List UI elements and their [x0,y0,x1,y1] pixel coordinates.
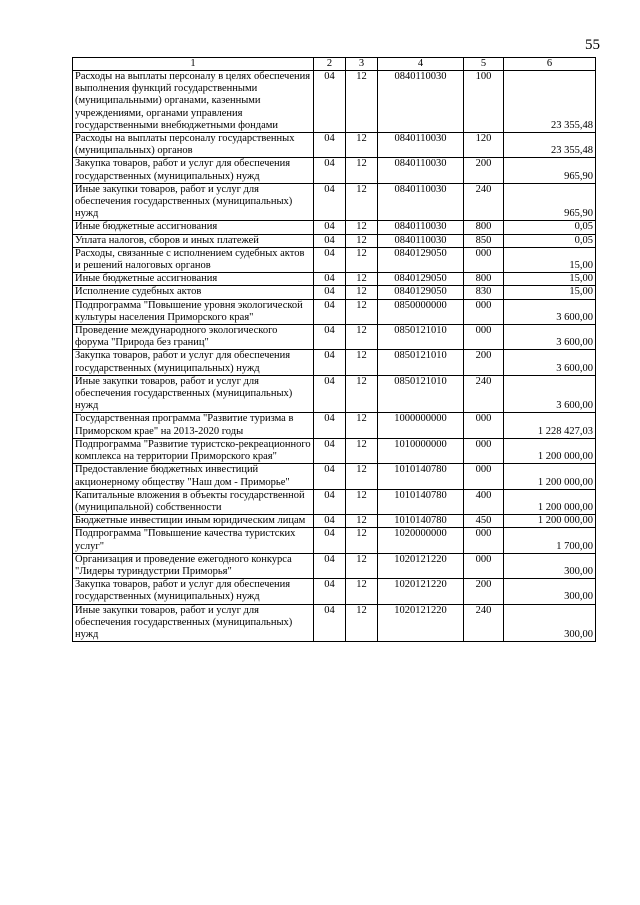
row-section: 04 [314,158,346,183]
row-name: Государственная программа "Развитие туризма в Приморском крае" на 2013-2020 годы [73,413,314,438]
row-expense-type: 120 [464,133,504,158]
row-amount: 23 355,48 [504,133,596,158]
row-name: Иные закупки товаров, работ и услуг для обеспечения государственных (муниципальных) нужд [73,375,314,413]
row-amount: 3 600,00 [504,325,596,350]
row-section: 04 [314,489,346,514]
row-name: Уплата налогов, сборов и иных платежей [73,234,314,247]
row-name: Подпрограмма "Повышение уровня экологической культуры населения Приморского края" [73,299,314,324]
row-section: 04 [314,528,346,553]
row-target-article: 0850000000 [378,299,464,324]
row-section: 04 [314,579,346,604]
row-subsection: 12 [346,438,378,463]
row-subsection: 12 [346,158,378,183]
row-subsection: 12 [346,221,378,234]
row-section: 04 [314,286,346,299]
row-amount: 23 355,48 [504,71,596,133]
table-body [73,71,596,642]
row-name: Закупка товаров, работ и услуг для обеспечения государственных (муниципальных) нужд [73,350,314,375]
row-section: 04 [314,273,346,286]
row-amount: 15,00 [504,286,596,299]
row-target-article: 1020121220 [378,579,464,604]
row-target-article: 0840110030 [378,221,464,234]
row-name: Иные закупки товаров, работ и услуг для обеспечения государственных (муниципальных) нужд [73,183,314,221]
header-cell-6: 6 [504,58,596,71]
row-section: 04 [314,133,346,158]
budget-table [72,57,596,642]
row-subsection: 12 [346,375,378,413]
header-cell-1: 1 [73,58,314,71]
row-name: Исполнение судебных актов [73,286,314,299]
table-row [73,413,596,438]
row-subsection: 12 [346,71,378,133]
table-row [73,515,596,528]
row-name: Предоставление бюджетных инвестиций акционерному обществу "Наш дом - Приморье" [73,464,314,489]
table-row [73,183,596,221]
row-target-article: 1010140780 [378,464,464,489]
row-name: Закупка товаров, работ и услуг для обеспечения государственных (муниципальных) нужд [73,579,314,604]
row-subsection: 12 [346,604,378,642]
row-name: Проведение международного экологического форума "Природа без границ" [73,325,314,350]
row-section: 04 [314,375,346,413]
header-cell-2: 2 [314,58,346,71]
row-target-article: 0840129050 [378,286,464,299]
row-target-article: 0840129050 [378,273,464,286]
row-amount: 300,00 [504,579,596,604]
row-subsection: 12 [346,350,378,375]
row-section: 04 [314,604,346,642]
row-expense-type: 000 [464,299,504,324]
row-name: Подпрограмма "Повышение качества туристских услуг" [73,528,314,553]
table-header-row [73,58,596,71]
row-amount: 300,00 [504,553,596,578]
row-expense-type: 240 [464,604,504,642]
table-row [73,273,596,286]
table-row [73,579,596,604]
row-amount: 1 228 427,03 [504,413,596,438]
row-target-article: 1010000000 [378,438,464,463]
table-row [73,604,596,642]
row-target-article: 1020000000 [378,528,464,553]
page-number: 55 [585,37,600,53]
row-section: 04 [314,299,346,324]
table-row [73,286,596,299]
row-target-article: 0840110030 [378,158,464,183]
row-target-article: 0850121010 [378,375,464,413]
row-subsection: 12 [346,183,378,221]
row-target-article: 0840110030 [378,71,464,133]
row-name: Расходы на выплаты персоналу государственных (муниципальных) органов [73,133,314,158]
row-subsection: 12 [346,299,378,324]
header-cell-3: 3 [346,58,378,71]
row-expense-type: 450 [464,515,504,528]
row-amount: 1 200 000,00 [504,438,596,463]
row-subsection: 12 [346,413,378,438]
row-subsection: 12 [346,234,378,247]
table-row [73,299,596,324]
row-target-article: 1020121220 [378,604,464,642]
row-expense-type: 200 [464,350,504,375]
row-name: Иные бюджетные ассигнования [73,221,314,234]
row-expense-type: 200 [464,579,504,604]
row-target-article: 0850121010 [378,350,464,375]
table-row [73,438,596,463]
row-amount: 1 700,00 [504,528,596,553]
row-section: 04 [314,325,346,350]
row-expense-type: 200 [464,158,504,183]
row-expense-type: 850 [464,234,504,247]
row-expense-type: 000 [464,325,504,350]
header-cell-4: 4 [378,58,464,71]
row-amount: 3 600,00 [504,299,596,324]
row-section: 04 [314,350,346,375]
row-expense-type: 240 [464,183,504,221]
row-subsection: 12 [346,286,378,299]
row-name: Подпрограмма "Развитие туристско-рекреационного комплекса на территории Приморского края" [73,438,314,463]
row-amount: 3 600,00 [504,375,596,413]
row-name: Закупка товаров, работ и услуг для обеспечения государственных (муниципальных) нужд [73,158,314,183]
row-expense-type: 400 [464,489,504,514]
table-row [73,247,596,272]
row-section: 04 [314,413,346,438]
row-subsection: 12 [346,464,378,489]
row-target-article: 0840110030 [378,133,464,158]
header-cell-5: 5 [464,58,504,71]
row-amount: 3 600,00 [504,350,596,375]
row-amount: 0,05 [504,234,596,247]
table-row [73,133,596,158]
row-expense-type: 000 [464,247,504,272]
table-row [73,464,596,489]
row-name: Иные закупки товаров, работ и услуг для обеспечения государственных (муниципальных) нужд [73,604,314,642]
table-row [73,489,596,514]
row-subsection: 12 [346,133,378,158]
row-name: Иные бюджетные ассигнования [73,273,314,286]
row-target-article: 0850121010 [378,325,464,350]
row-expense-type: 000 [464,528,504,553]
row-target-article: 0840110030 [378,183,464,221]
row-target-article: 1020121220 [378,553,464,578]
row-expense-type: 000 [464,464,504,489]
row-section: 04 [314,438,346,463]
row-expense-type: 240 [464,375,504,413]
table-row [73,375,596,413]
row-target-article: 1000000000 [378,413,464,438]
row-target-article: 1010140780 [378,489,464,514]
row-expense-type: 800 [464,221,504,234]
row-subsection: 12 [346,489,378,514]
row-expense-type: 830 [464,286,504,299]
row-subsection: 12 [346,273,378,286]
row-name: Бюджетные инвестиции иным юридическим лицам [73,515,314,528]
row-expense-type: 100 [464,71,504,133]
row-section: 04 [314,247,346,272]
row-name: Расходы, связанные с исполнением судебных актов и решений налоговых органов [73,247,314,272]
row-name: Расходы на выплаты персоналу в целях обеспечения выполнения функций государственными (муниципальными) органами, казенными учреждениями, органами управления государственными внебюджетными фондами [73,71,314,133]
table-row [73,553,596,578]
row-section: 04 [314,221,346,234]
table-row [73,350,596,375]
row-amount: 15,00 [504,273,596,286]
row-section: 04 [314,515,346,528]
row-section: 04 [314,553,346,578]
row-target-article: 1010140780 [378,515,464,528]
row-subsection: 12 [346,579,378,604]
row-subsection: 12 [346,325,378,350]
row-amount: 1 200 000,00 [504,489,596,514]
row-section: 04 [314,71,346,133]
row-section: 04 [314,183,346,221]
row-amount: 0,05 [504,221,596,234]
row-amount: 300,00 [504,604,596,642]
row-target-article: 0840110030 [378,234,464,247]
row-expense-type: 000 [464,438,504,463]
row-amount: 1 200 000,00 [504,515,596,528]
table-row [73,158,596,183]
row-amount: 1 200 000,00 [504,464,596,489]
table-row [73,528,596,553]
row-amount: 15,00 [504,247,596,272]
row-section: 04 [314,464,346,489]
row-subsection: 12 [346,515,378,528]
row-amount: 965,90 [504,183,596,221]
table-row [73,325,596,350]
row-subsection: 12 [346,247,378,272]
row-name: Организация и проведение ежегодного конкурса "Лидеры туриндустрии Приморья" [73,553,314,578]
row-section: 04 [314,234,346,247]
row-target-article: 0840129050 [378,247,464,272]
table-row [73,234,596,247]
row-subsection: 12 [346,528,378,553]
row-name: Капитальные вложения в объекты государственной (муниципальной) собственности [73,489,314,514]
table-row [73,71,596,133]
row-amount: 965,90 [504,158,596,183]
row-subsection: 12 [346,553,378,578]
table-row [73,221,596,234]
row-expense-type: 000 [464,553,504,578]
row-expense-type: 800 [464,273,504,286]
row-expense-type: 000 [464,413,504,438]
